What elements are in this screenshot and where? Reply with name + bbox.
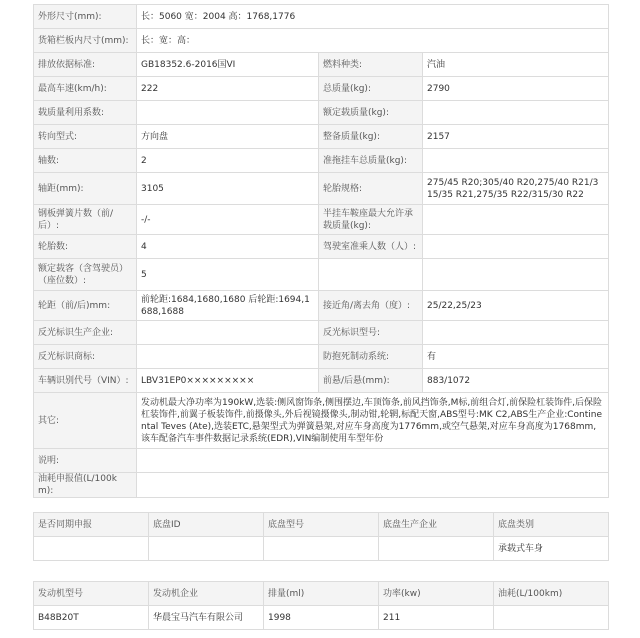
fuel-value: 汽油 bbox=[423, 53, 609, 77]
track-value: 前轮距:1684,1680,1680 后轮距:1694,1688,1688 bbox=[137, 291, 319, 321]
angle-label: 接近角/离去角（度）: bbox=[319, 291, 423, 321]
abs-label: 防抱死制动系统: bbox=[319, 345, 423, 369]
fuel-label: 燃料种类: bbox=[319, 53, 423, 77]
engine-header-cell: 功率(kw) bbox=[379, 582, 494, 606]
track-label: 轮距（前/后)mm: bbox=[34, 291, 137, 321]
note-label: 说明: bbox=[34, 449, 137, 473]
row-dims bbox=[34, 5, 609, 29]
mark-model-label: 反光标识型号: bbox=[319, 321, 423, 345]
seats-spacer-2 bbox=[423, 259, 609, 291]
spec-document bbox=[33, 4, 608, 630]
chassis-cell bbox=[379, 537, 494, 561]
angle-value: 25/22,25/23 bbox=[423, 291, 609, 321]
mark-company-label: 反光标识生产企业: bbox=[34, 321, 137, 345]
vin-label: 车辆识别代号（VIN）: bbox=[34, 369, 137, 393]
tire-label: 轮胎规格: bbox=[319, 173, 423, 205]
spring-value: -/- bbox=[137, 205, 319, 235]
engine-data-row bbox=[34, 606, 609, 630]
wheelbase-value: 3105 bbox=[137, 173, 319, 205]
load-util-value bbox=[137, 101, 319, 125]
seats-spacer bbox=[319, 259, 423, 291]
speed-value: 222 bbox=[137, 77, 319, 101]
trailer-value bbox=[423, 149, 609, 173]
row-seats bbox=[34, 259, 609, 291]
rated-load-label: 额定载质量(kg): bbox=[319, 101, 423, 125]
speed-label: 最高车速(km/h): bbox=[34, 77, 137, 101]
row-vin bbox=[34, 369, 609, 393]
engine-cell: 1998 bbox=[264, 606, 379, 630]
chassis-header-cell: 底盘类别 bbox=[494, 513, 609, 537]
chassis-cell: 承载式车身 bbox=[494, 537, 609, 561]
dims-label: 外形尺寸(mm): bbox=[34, 5, 137, 29]
row-mark bbox=[34, 321, 609, 345]
row-spring bbox=[34, 205, 609, 235]
seats-label: 额定载客（含驾驶员）（座位数）: bbox=[34, 259, 137, 291]
chassis-cell bbox=[264, 537, 379, 561]
engine-header-row bbox=[34, 582, 609, 606]
seats-value: 5 bbox=[137, 259, 319, 291]
mark-company-value bbox=[137, 321, 319, 345]
cab-label: 驾驶室准乘人数（人）: bbox=[319, 235, 423, 259]
chassis-table bbox=[33, 512, 609, 561]
load-util-label: 载质量利用系数: bbox=[34, 101, 137, 125]
chassis-header-cell: 底盘ID bbox=[149, 513, 264, 537]
cab-value bbox=[423, 235, 609, 259]
axles-value: 2 bbox=[137, 149, 319, 173]
mark-brand-label: 反光标识商标: bbox=[34, 345, 137, 369]
steering-value: 方向盘 bbox=[137, 125, 319, 149]
row-track bbox=[34, 291, 609, 321]
dims-value: 长：5060 宽：2004 高：1768,1776 bbox=[137, 5, 609, 29]
row-fuel-report bbox=[34, 473, 609, 498]
engine-cell: 211 bbox=[379, 606, 494, 630]
row-steering bbox=[34, 125, 609, 149]
row-other bbox=[34, 393, 609, 449]
wheelbase-label: 轴距(mm): bbox=[34, 173, 137, 205]
total-mass-value: 2790 bbox=[423, 77, 609, 101]
tire-count-value: 4 bbox=[137, 235, 319, 259]
cargo-value: 长：宽：高： bbox=[137, 29, 609, 53]
total-mass-label: 总质量(kg): bbox=[319, 77, 423, 101]
engine-header-cell: 发动机型号 bbox=[34, 582, 149, 606]
engine-header-cell: 发动机企业 bbox=[149, 582, 264, 606]
row-brand bbox=[34, 345, 609, 369]
axle-load-label: 前悬/后悬(mm): bbox=[319, 369, 423, 393]
curb-value: 2157 bbox=[423, 125, 609, 149]
axle-load-value: 883/1072 bbox=[423, 369, 609, 393]
note-value bbox=[137, 449, 609, 473]
tire-count-label: 轮胎数: bbox=[34, 235, 137, 259]
axles-label: 轴数: bbox=[34, 149, 137, 173]
rated-load-value bbox=[423, 101, 609, 125]
mark-brand-value bbox=[137, 345, 319, 369]
fuel-report-label: 油耗申报值(L/100km): bbox=[34, 473, 137, 498]
trailer-label: 准拖挂车总质量(kg): bbox=[319, 149, 423, 173]
chassis-header-cell: 是否同期申报 bbox=[34, 513, 149, 537]
curb-label: 整备质量(kg): bbox=[319, 125, 423, 149]
row-tire-count bbox=[34, 235, 609, 259]
other-label: 其它: bbox=[34, 393, 137, 449]
chassis-header-cell: 底盘生产企业 bbox=[379, 513, 494, 537]
cargo-label: 货箱栏板内尺寸(mm): bbox=[34, 29, 137, 53]
emission-label: 排放依据标准: bbox=[34, 53, 137, 77]
steering-label: 转向型式: bbox=[34, 125, 137, 149]
other-value: 发动机最大净功率为190kW,选装:侧风窗饰条,侧围摆边,车顶饰条,前风挡饰条,M标,前组合灯,前保险杠装饰件,后保险杠装饰件,前翼子板装饰件,前摄像头,外后视镜摄像头,制动钳,轮辋,标配天窗,ABS型号:MK C2,ABS生产企业:Continental Teves (Ate),选装ETC,悬架型式为弹簧悬架,对应车身高度为1776mm,或空气悬架,对应车身高度为1768mm,该车配备汽车事件数据记录系统(EDR),VIN编制使用车型年份 bbox=[137, 393, 609, 449]
mark-model-value bbox=[423, 321, 609, 345]
chassis-data-row bbox=[34, 537, 609, 561]
row-emission bbox=[34, 53, 609, 77]
row-note bbox=[34, 449, 609, 473]
chassis-header-row bbox=[34, 513, 609, 537]
chassis-cell bbox=[34, 537, 149, 561]
saddle-value bbox=[423, 205, 609, 235]
fuel-report-value bbox=[137, 473, 609, 498]
chassis-cell bbox=[149, 537, 264, 561]
spring-label: 钢板弹簧片数（前/后）: bbox=[34, 205, 137, 235]
row-cargo bbox=[34, 29, 609, 53]
engine-table bbox=[33, 581, 609, 630]
engine-header-cell: 油耗(L/100km) bbox=[494, 582, 609, 606]
chassis-header-cell: 底盘型号 bbox=[264, 513, 379, 537]
emission-value: GB18352.6-2016国VI bbox=[137, 53, 319, 77]
row-axles bbox=[34, 149, 609, 173]
vin-value: LBV31EP0××××××××× bbox=[137, 369, 319, 393]
saddle-label: 半挂车鞍座最大允许承载质量(kg): bbox=[319, 205, 423, 235]
engine-header-cell: 排量(ml) bbox=[264, 582, 379, 606]
row-wheelbase bbox=[34, 173, 609, 205]
engine-cell bbox=[494, 606, 609, 630]
spec-table bbox=[33, 4, 609, 498]
engine-cell: 华晨宝马汽车有限公司 bbox=[149, 606, 264, 630]
engine-cell: B48B20T bbox=[34, 606, 149, 630]
abs-value: 有 bbox=[423, 345, 609, 369]
row-load bbox=[34, 101, 609, 125]
tire-value: 275/45 R20;305/40 R20,275/40 R21/315/35 R21,275/35 R22/315/30 R22 bbox=[423, 173, 609, 205]
row-speed bbox=[34, 77, 609, 101]
